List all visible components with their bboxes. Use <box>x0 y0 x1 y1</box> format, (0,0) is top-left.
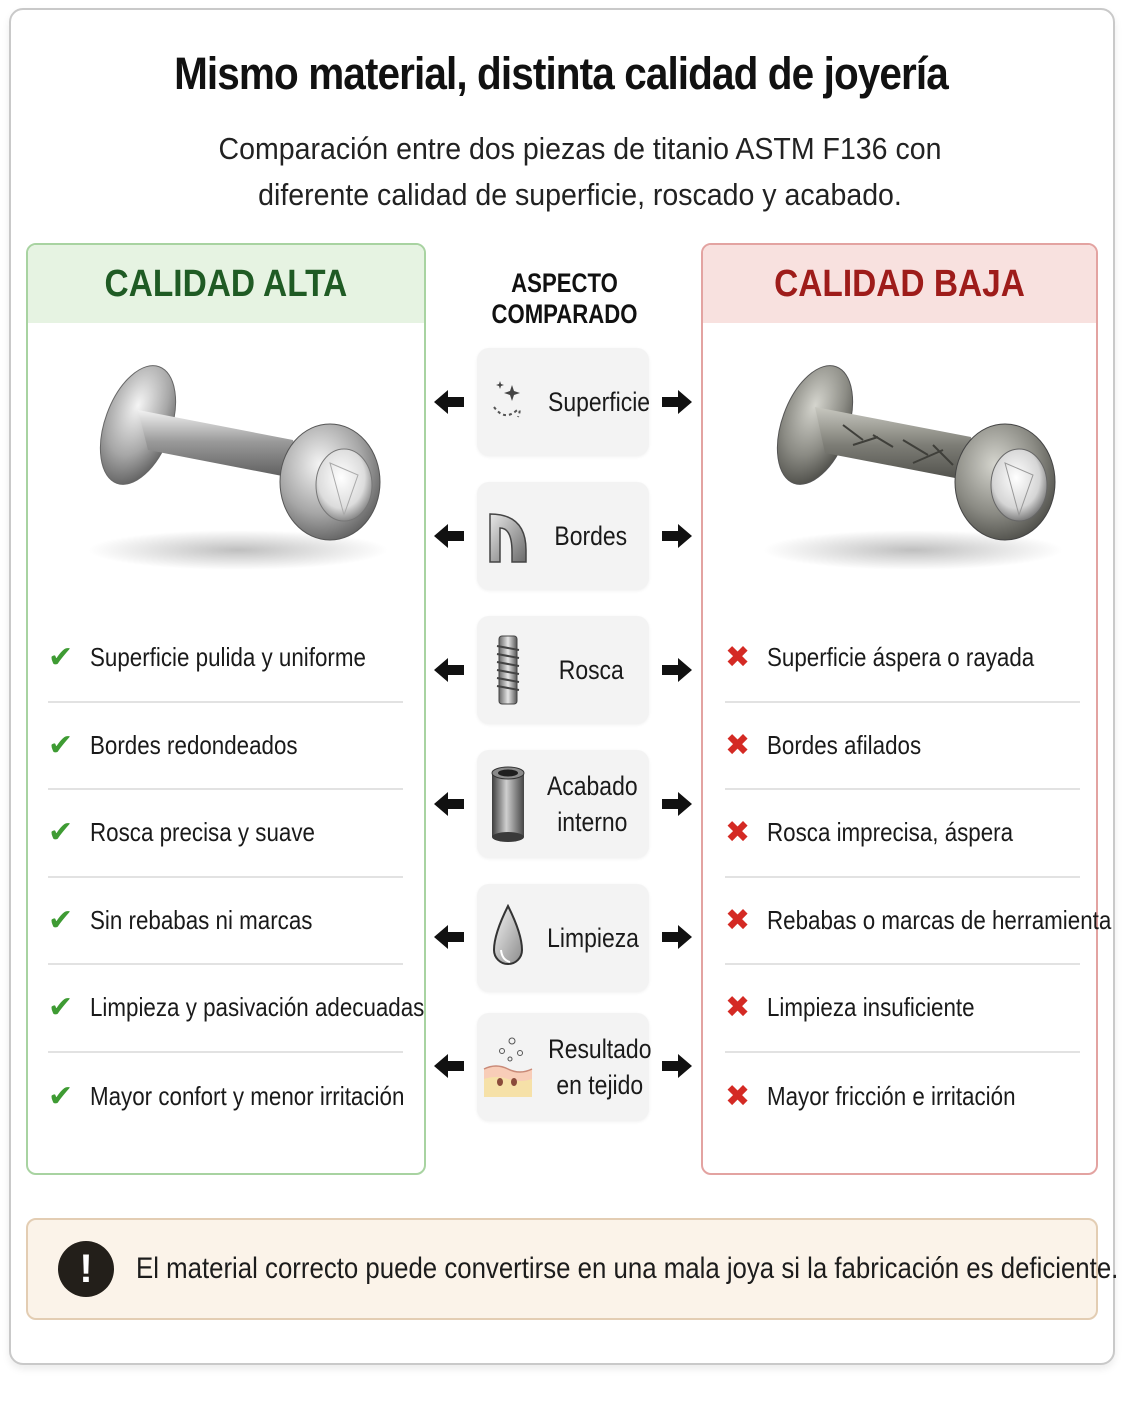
cross-icon: ✖ <box>725 991 751 1025</box>
list-item: ✖ Limpieza insuficiente <box>725 965 1080 1053</box>
aspect-label: Superficie <box>548 387 651 417</box>
list-item: ✔ Limpieza y pasivación adecuadas <box>48 965 403 1053</box>
list-item: ✖ Rosca imprecisa, áspera <box>725 790 1080 878</box>
cross-icon: ✖ <box>725 1079 751 1113</box>
check-icon: ✔ <box>48 728 74 762</box>
arrow-right-icon <box>660 1049 694 1083</box>
arrow-left-icon <box>432 519 466 553</box>
check-icon: ✔ <box>48 816 74 850</box>
check-icon: ✔ <box>48 903 74 937</box>
low-quality-panel <box>701 243 1112 1175</box>
arrow-right-icon <box>660 787 694 821</box>
page-subtitle: Comparación entre dos piezas de titanio ASTM F136 con diferente calidad de superficie, roscado y acabado. <box>218 131 942 212</box>
aspect-label: Limpieza <box>547 923 639 953</box>
aspect-label: Acabado interno <box>546 771 638 837</box>
warning-text: El material correcto puede convertirse en una mala joya si la fabricación es deficiente. <box>136 1252 1119 1285</box>
check-icon: ✔ <box>48 641 74 675</box>
thread-icon <box>491 634 525 706</box>
high-quality-list <box>48 615 425 1140</box>
cross-icon: ✖ <box>725 903 751 937</box>
list-item: ✔ Bordes redondeados <box>48 703 403 791</box>
page-title: Mismo material, distinta calidad de joyería <box>174 48 948 99</box>
arrow-right-icon <box>660 653 694 687</box>
list-item: ✔ Sin rebabas ni marcas <box>48 878 403 966</box>
tube-icon <box>488 765 528 843</box>
aspect-label: Resultado en tejido <box>548 1034 652 1100</box>
arrow-left-icon <box>432 787 466 821</box>
polished-barbell-image <box>68 345 398 575</box>
list-item: ✔ Superficie pulida y uniforme <box>48 615 403 703</box>
list-item: ✔ Rosca precisa y suave <box>48 790 403 878</box>
cross-icon: ✖ <box>725 728 751 762</box>
comparison-heading: ASPECTO COMPARADO <box>491 268 638 329</box>
list-item: ✖ Rebabas o marcas de herramienta <box>725 878 1080 966</box>
aspect-label: Bordes <box>554 521 628 551</box>
high-quality-heading: CALIDAD ALTA <box>28 245 424 323</box>
arrow-right-icon <box>660 385 694 419</box>
arrow-right-icon <box>660 920 694 954</box>
tissue-icon <box>482 1027 534 1107</box>
arrow-right-icon <box>660 519 694 553</box>
warning-note <box>26 1218 1119 1320</box>
aspect-thread <box>477 616 649 724</box>
aspect-label: Rosca <box>558 655 624 685</box>
check-icon: ✔ <box>48 991 74 1025</box>
list-item: ✖ Mayor fricción e irritación <box>725 1079 1016 1113</box>
list-item: ✖ Bordes afilados <box>725 703 1080 791</box>
aspect-cleaning <box>477 884 649 992</box>
check-icon: ✔ <box>48 1079 74 1113</box>
aspect-edges <box>477 482 649 590</box>
rounded-edge-icon <box>486 508 530 564</box>
aspect-surface <box>477 348 649 456</box>
cross-icon: ✖ <box>725 641 751 675</box>
aspect-tissue-result <box>477 1013 652 1121</box>
high-quality-panel <box>26 243 426 1175</box>
sparkle-icon <box>488 377 528 427</box>
aspect-internal-finish <box>477 750 649 858</box>
arrow-left-icon <box>432 385 466 419</box>
arrow-left-icon <box>432 920 466 954</box>
cross-icon: ✖ <box>725 816 751 850</box>
list-item: ✔ Mayor confort y menor irritación <box>48 1079 405 1113</box>
rough-barbell-image <box>743 345 1073 575</box>
arrow-left-icon <box>432 1049 466 1083</box>
exclamation-icon: ! <box>58 1241 114 1297</box>
droplet-icon <box>488 904 528 972</box>
low-quality-list <box>725 615 1112 1140</box>
list-item: ✖ Superficie áspera o rayada <box>725 615 1080 703</box>
low-quality-heading: CALIDAD BAJA <box>703 245 1096 323</box>
arrow-left-icon <box>432 653 466 687</box>
